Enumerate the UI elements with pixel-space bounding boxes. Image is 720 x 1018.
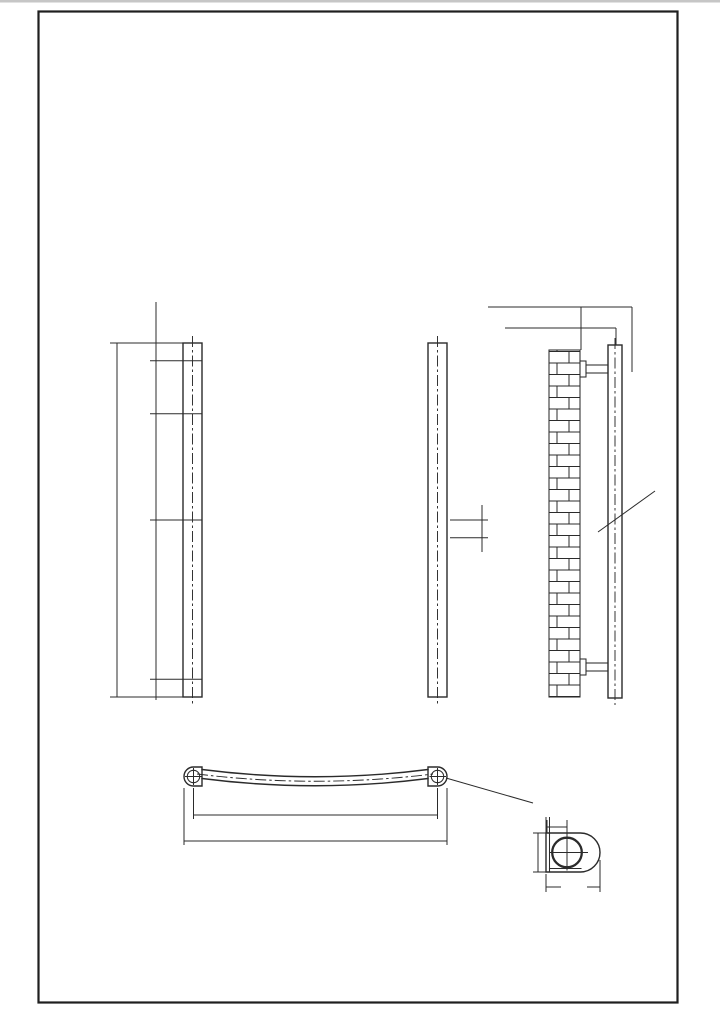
leader-line-fitting — [446, 778, 533, 803]
dim-text-mask — [561, 876, 587, 889]
top-bracket-arm — [586, 365, 608, 373]
page-top-edge — [0, 0, 720, 3]
plan-view — [184, 767, 533, 845]
top-bracket-plate — [580, 361, 586, 377]
curved-tube-bottom-edge — [202, 779, 428, 786]
bottom-bracket-arm — [586, 663, 608, 671]
wall-hatch — [549, 350, 580, 697]
front-view — [110, 302, 488, 704]
leader-line-tube-dia — [598, 491, 655, 532]
curved-tube-centerline — [197, 774, 433, 781]
side-view — [488, 307, 655, 705]
detail-view — [533, 817, 600, 892]
bottom-bracket-plate — [580, 659, 586, 675]
curved-tube-top-edge — [202, 770, 428, 777]
